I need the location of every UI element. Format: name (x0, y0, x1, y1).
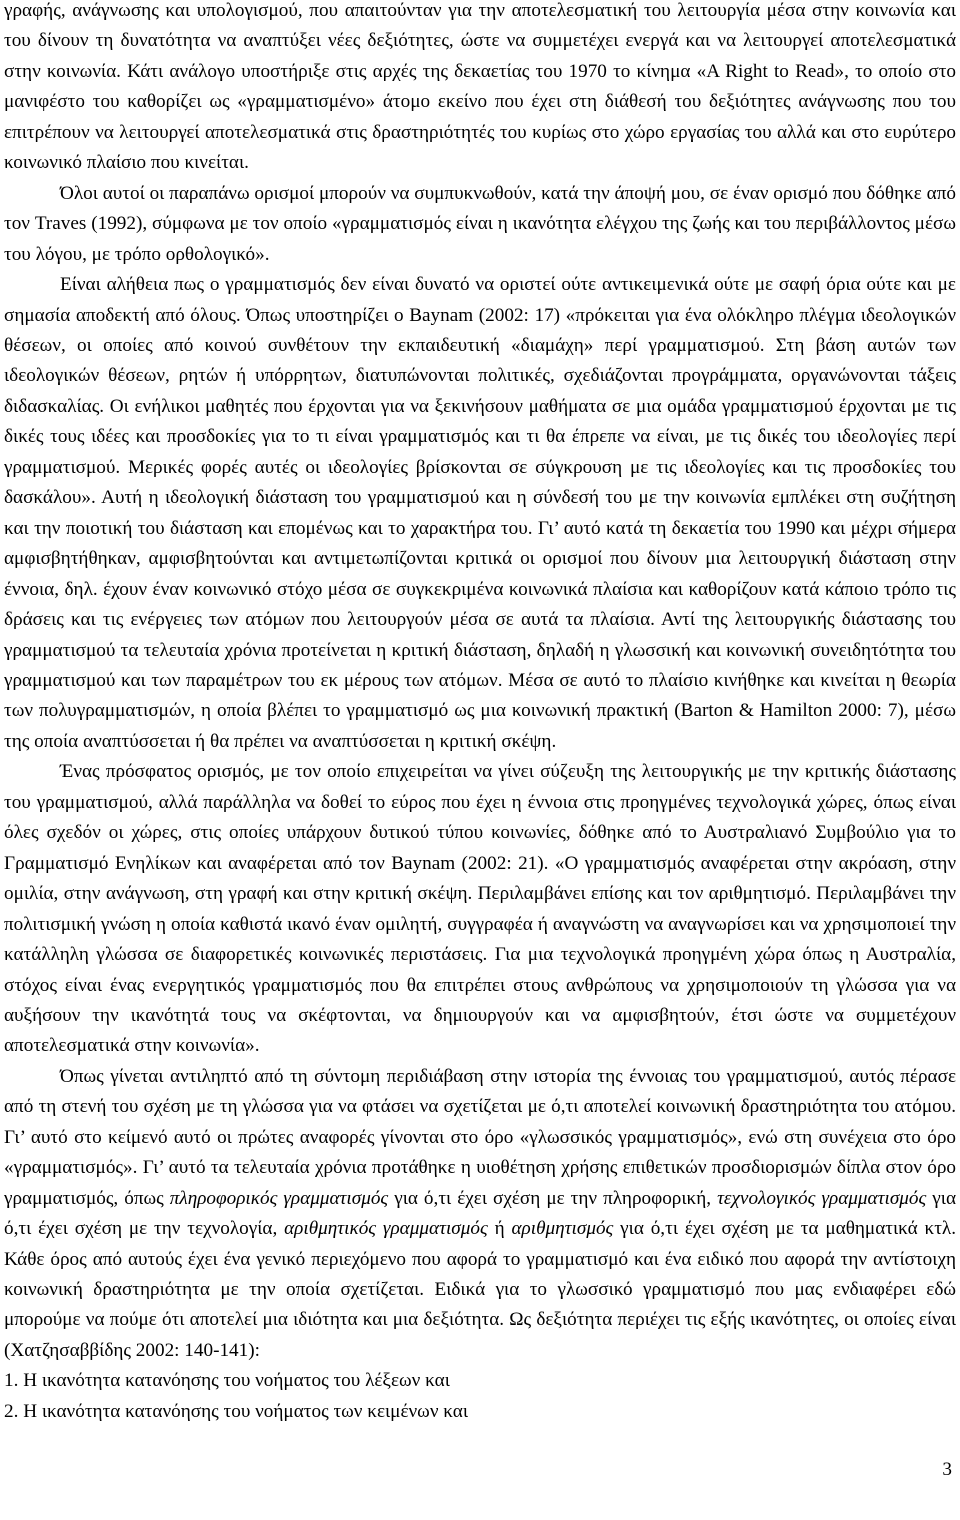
paragraph (4, 270, 956, 757)
paragraph-text: για ό,τι έχει σχέση με την τεχνολογία, (4, 1187, 957, 1240)
list-item: 2. Η ικανότητα κατανόησης του νοήματος των κειμένων και (4, 1400, 469, 1422)
paragraph (4, 0, 956, 179)
italic-term: αριθμητικός γραμματισμός (284, 1218, 488, 1240)
italic-term: πληροφορικός γραμματισμός (169, 1187, 389, 1209)
paragraph (4, 757, 956, 1062)
page-number: 3 (942, 1459, 952, 1480)
body-text (4, 0, 956, 1427)
paragraph-text: Ένας πρόσφατος ορισμός, με τον οποίο επιχειρείται να γίνει σύζευξη της λειτουργικής με την κριτικής διάστασης του γραμματισμού, αλλά παράλληλα να δοθεί το εύρος που έχει η έννοια στις προηγμένες τεχνολογικά χώρες, όπως είναι όλες σχεδόν οι χώρες, στις οποίες υπάρχουν δυτικού τύπου κοινωνίες, δόθηκε από το Αυστραλιανό Συμβούλιο για το Γραμματισμό Ενηλίκων και αναφέρεται από τον Baynam (2002: 21). «Ο γραμματισμός αναφέρεται στην ακρόαση, στην ομιλία, στην ανάγνωση, στη γραφή και στην κριτική σκέψη. Περιλαμβάνει επίσης και τον αριθμητισμό. Περιλαμβάνει την πολιτισμική γνώση η οποία καθιστά ικανό έναν ομιλητή, συγγραφέα ή αναγνώστη να αναγνωρίσει και να χρησιμοποιεί την κατάλληλη γλώσσα σε διαφορετικές κοινωνικές περιστάσεις. Για μια τεχνολογικά προηγμένη χώρα όπως η Αυστραλία, στόχος είναι ένας ενεργητικός γραμματισμός που θα επιτρέπει στους ανθρώπους να χρησιμοποιούν τη γλώσσα για να αυξήσουν την ικανότητά τους να σκέφτονται, να δημιουργούν και να αμφισβητούν, έτσι ώστε να συμμετέχουν αποτελεσματικά στην κοινωνία». (4, 761, 956, 1057)
paragraph-text: Είναι αλήθεια πως ο γραμματισμός δεν είναι δυνατό να οριστεί ούτε αντικειμενικά ούτε με σαφή όρια ούτε και με σημασία αποδεκτή από όλους. Όπως υποστηρίζει ο Baynam (2002: 17) «πρόκειται για ένα ολόκληρο πλέγμα ιδεολογικών θέσεων, οι οποίες από κοινού συνθέτουν την εκπαιδευτική «διαμάχη» περί γραμματισμού. Στη βάση αυτών των ιδεολογικών θέσεων, ρητών ή υπόρρητων, διατυπώνονται πολιτικές, σχεδιάζονται προγράμματα, οργανώνονται τάξεις διδασκαλίας. Οι ενήλικοι μαθητές που έρχονται για να ξεκινήσουν μαθήματα σε μια ομάδα γραμματισμού έρχονται με τις δικές τους ιδέες και προσδοκίες για το τι είναι γραμματισμός και τι θα έπρεπε να είναι, με τις δικές του ιδεολογίες περί γραμματισμού. Μερικές φορές αυτές οι ιδεολογίες βρίσκονται σε σύγκρουση με τις ιδεολογίες και τις προσδοκίες του δασκάλου». Αυτή η ιδεολογική διάσταση του γραμματισμού και η σύνδεσή του με την κοινωνία εμπλέκει στη συζήτηση και την ποιοτική του διάσταση και επομένως και το χαρακτήρα του. Γι’ αυτό κατά τη δεκαετία του 1990 και μέχρι σήμερα αμφισβητήθηκαν, αμφισβητούνται και αντιμετωπίζονται κριτικά οι ορισμοί που δίνουν μια λειτουργική διάσταση στην έννοια, δηλ. έχουν έναν κοινωνικό στόχο μέσα σε συγκεκριμένα κοινωνικά πλαίσια και καθορίζουν κατά κάποιο τρόπο τις δράσεις και τις ενέργειες των ατόμων που λειτουργούν μέσα σε αυτά τα πλαίσια. Αντί της λειτουργικής διάστασης του γραμματισμού τα τελευταία χρόνια προτείνεται η κριτική διάσταση, δηλαδή η γλωσσική και κοινωνική συνειδητότητα του γραμματισμού και των παραμέτρων του εκ μέρους των ατόμων. Μέσα σε αυτό το πλαίσιο κινήθηκε και κινείται η θεωρία των πολυγραμματισμών, η οποία βλέπει το γραμματισμό ως μια κοινωνική πρακτική (Barton & Hamilton 2000: 7), μέσω της οποία αναπτύσσεται ή θα πρέπει να αναπτύσσεται η κριτική σκέψη. (4, 274, 956, 752)
list-item: 1. Η ικανότητα κατανόησης του νοήματος του λέξεων και (4, 1370, 450, 1392)
paragraph-text: Όπως γίνεται αντιληπτό από τη σύντομη περιδιάβαση στην ιστορία της έννοιας του γραμματισμού, αυτός πέρασε από τη στενή του σχέση με τη γλώσσα για να φτάσει να σχετίζεται με ό,τι αποτελεί κοινωνική δραστηριότητα του ατόμου. Γι’ αυτό στο κείμενό αυτό οι πρώτες αναφορές γίνονται στο όρο «γλωσσικός γραμματισμός», ενώ στη συνέχεια στο όρο «γραμματισμός». Γι’ αυτό τα τελευταία χρόνια προτάθηκε η υιοθέτηση χρήσης επιθετικών προσδιορισμών δίπλα στον όρο γραμματισμός, όπως (4, 1065, 956, 1209)
paragraph-text: για ό,τι έχει σχέση με την πληροφορική, (388, 1187, 718, 1209)
paragraph (4, 1062, 956, 1367)
paragraph-text: για ό,τι έχει σχέση με τα μαθηματικά κτλ. Κάθε όρος από αυτούς έχει ένα γενικό περιεχόμενο που αφορά το γραμματισμό και ένα ειδικό που αφορά την αντίστοιχη κοινωνική δραστηριότητα με την οποία σχετίζεται. Ειδικά για το γλωσσικό γραμματισμό που μας ενδιαφέρει εδώ μπορούμε να πούμε ότι αποτελεί μια ιδιότητα και μια δεξιότητα. Ως δεξιότητα περιέχει τις εξής ικανότητες, οι οποίες είναι (Χατζησαββίδης 2002: 140-141): (4, 1218, 957, 1361)
italic-term: τεχνολογικός γραμματισμός (717, 1187, 927, 1209)
paragraph-text: Όλοι αυτοί οι παραπάνω ορισμοί μπορούν να συμπυκνωθούν, κατά την άποψή μου, σε έναν ορισμό που δόθηκε από τον Traves (1992), σύμφωνα με τον οποίο «γραμματισμός είναι η ικανότητα ελέγχου της ζωής και του περιβάλλοντος μέσω του λόγου, με τρόπο ορθολογικό». (4, 182, 956, 265)
italic-term: αριθμητισμός (511, 1218, 614, 1240)
paragraph-text: γραφής, ανάγνωσης και υπολογισμού, που απαιτούνταν για την αποτελεσματική του λειτουργία μέσα στην κοινωνία και του δίνουν τη δυνατότητα να αναπτύξει νέες δεξιότητες, ώστε να συμμετέχει ενεργά και να λειτουργεί αποτελεσματικά στην κοινωνία. Κάτι ανάλογο υποστήριξε στις αρχές της δεκαετίας του 1970 το κίνημα «A Right to Read», το οποίο στο μανιφέστο του καθορίζει ως «γραμματισμένο» άτομο εκείνο που έχει στη διάθεσή του δεξιότητες ανάγνωσης που του επιτρέπουν να λειτουργεί αποτελεσματικά στις δραστηριότητές του κυρίως στο χώρο εργασίας του αλλά και στο ευρύτερο κοινωνικό πλαίσιο που κινείται. (4, 0, 956, 174)
paragraph-text: ή (487, 1218, 512, 1240)
paragraph (4, 179, 956, 270)
